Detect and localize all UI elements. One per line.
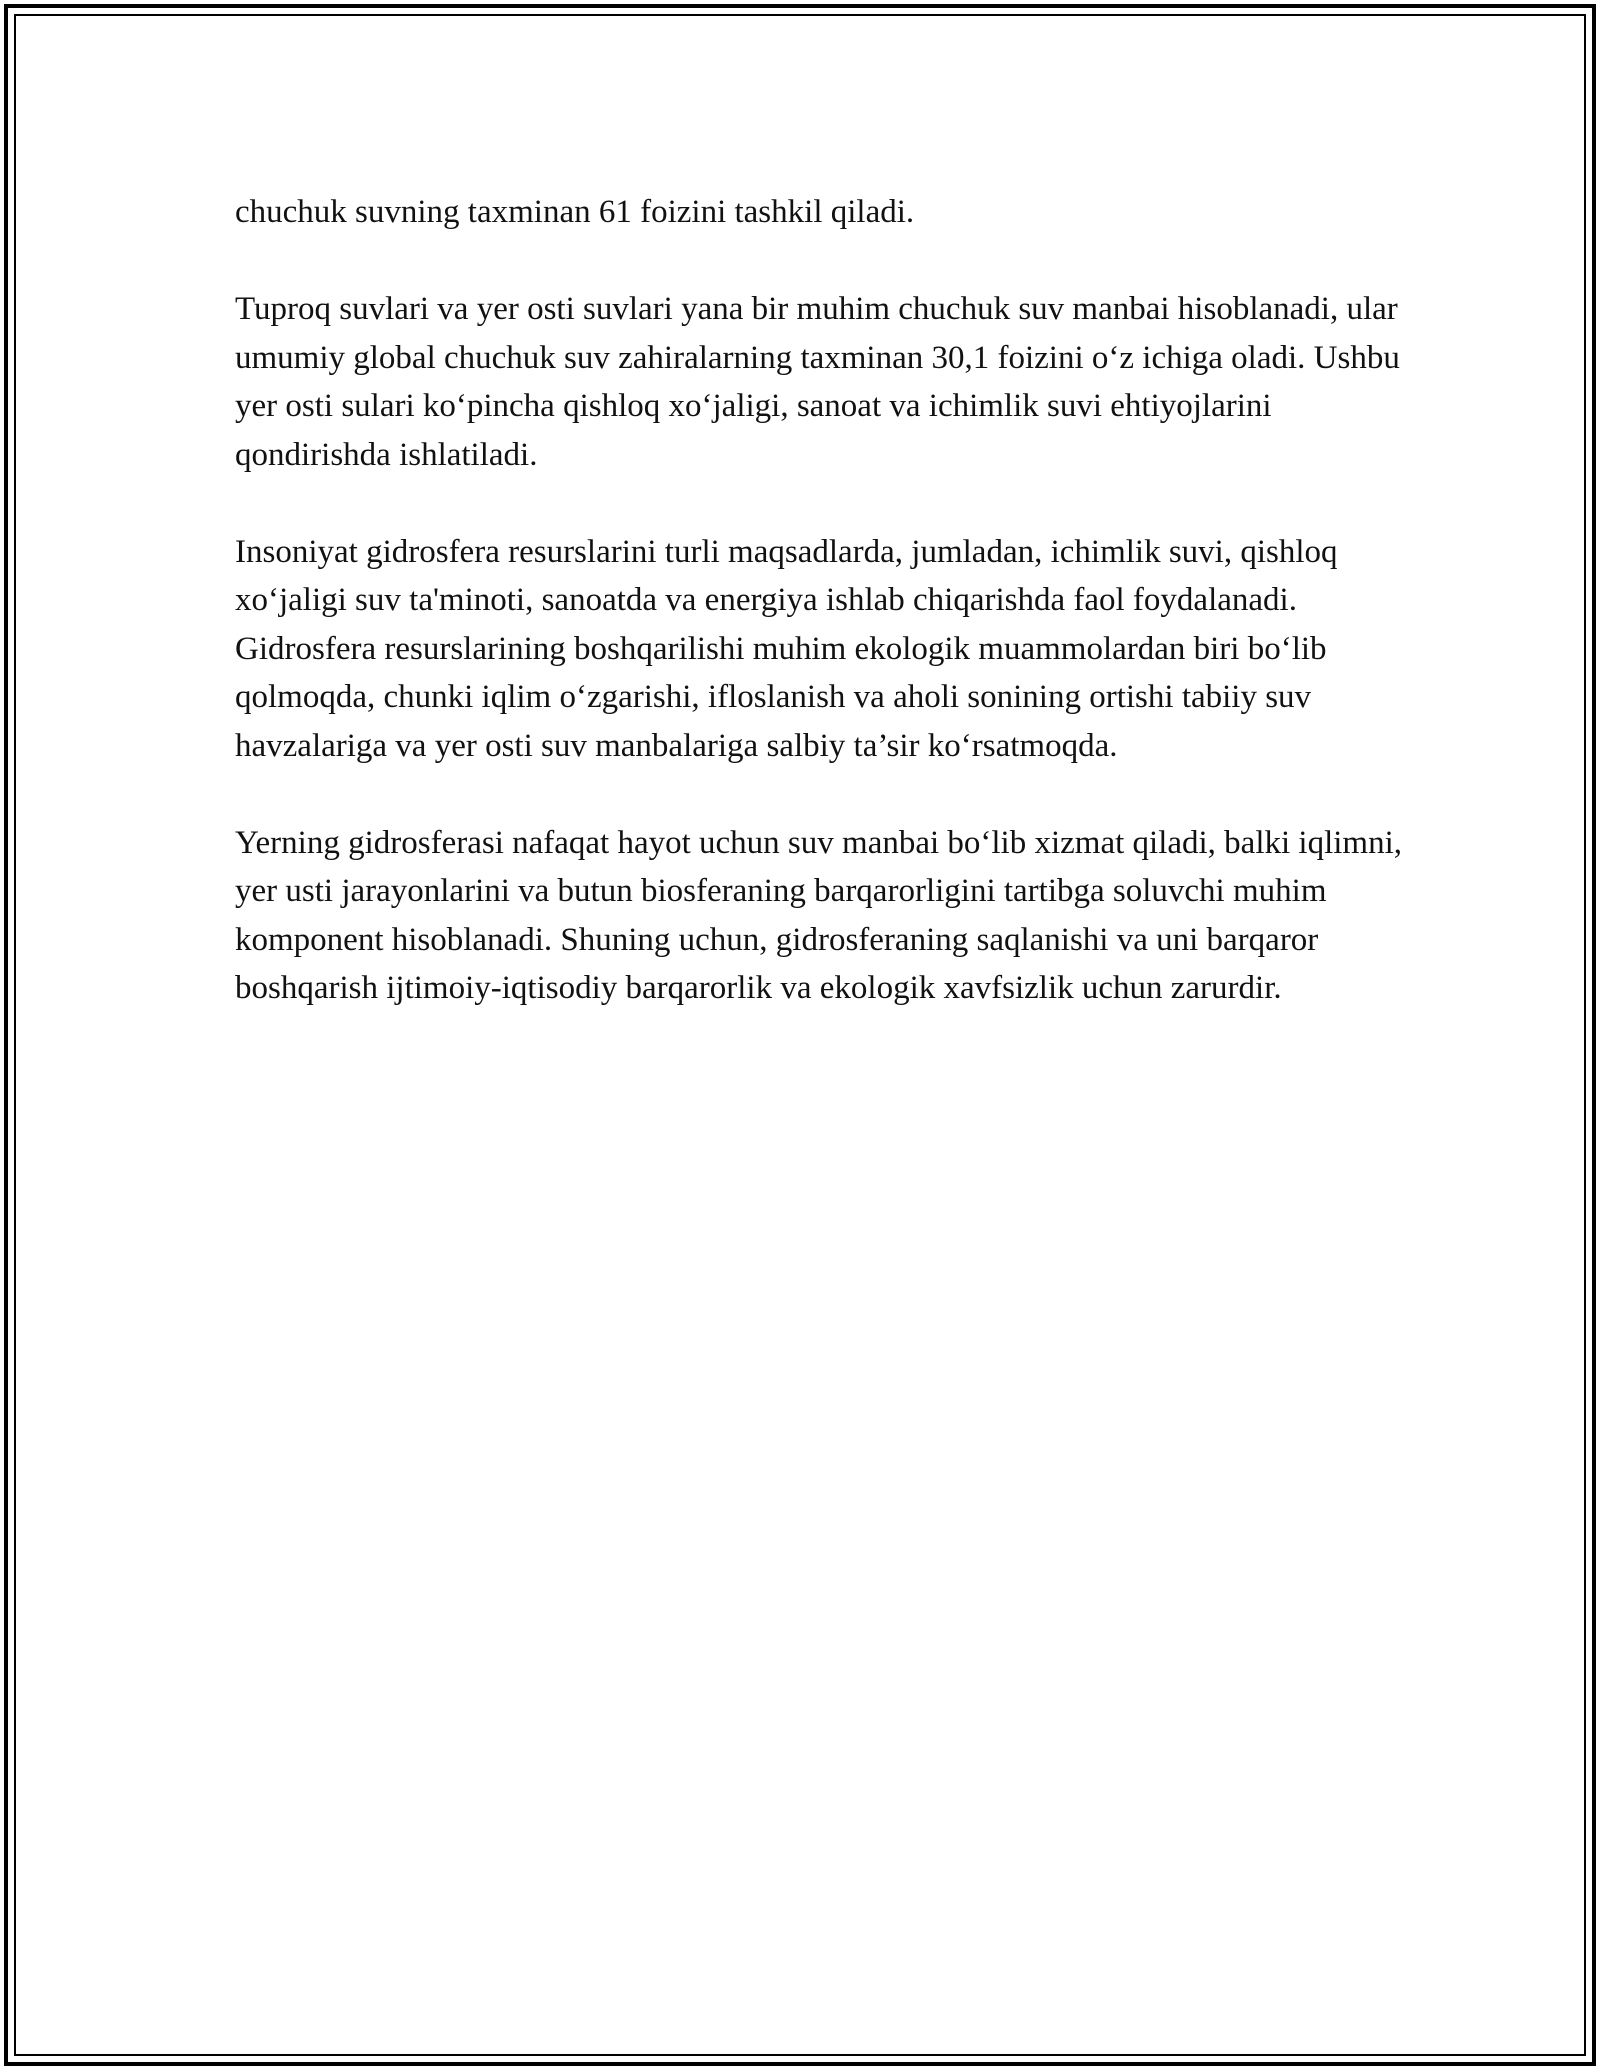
- paragraph-4: Yerning gidrosferasi nafaqat hayot uchun suv manbai boʻlib xizmat qiladi, balki iqlimni, yer usti jarayonlarini va butun biosferaning barqarorligini tartibga soluvchi muhim komponent hisoblanadi. Shuning uchun, gidrosferaning saqlanishi va uni barqaror boshqarish ijtimoiy-iqtisodiy barqarorlik va ekologik xavfsizlik uchun zarurdir.: [235, 824, 1403, 1006]
- paragraph-2: Tuproq suvlari va yer osti suvlari yana bir muhim chuchuk suv manbai hisoblanadi, ular umumiy global chuchuk suv zahiralarning taxminan 30,1 foizini oʻz ichiga oladi. Ushbu yer osti sulari koʻpincha qishloq xoʻjaligi, sanoat va ichimlik suvi ehtiyojlarini qondirishda ishlatiladi.: [235, 291, 1400, 473]
- paragraph-3: Insoniyat gidrosfera resurslarini turli maqsadlarda, jumladan, ichimlik suvi, qishloq xoʻjaligi suv ta'minoti, sanoatda va energiya ishlab chiqarishda faol foydalanadi. Gidrosfera resurslarining boshqarilishi muhim ekologik muammolardan biri boʻlib qolmoqda, chunki iqlim oʻzgarishi, ifloslanish va aholi sonining ortishi tabiiy suv havzalariga va yer osti suv manbalariga salbiy ta’sir koʻrsatmoqda.: [235, 533, 1338, 764]
- document-body: [235, 188, 1415, 1013]
- paragraph-1: chuchuk suvning taxminan 61 foizini tashkil qiladi.: [235, 194, 915, 230]
